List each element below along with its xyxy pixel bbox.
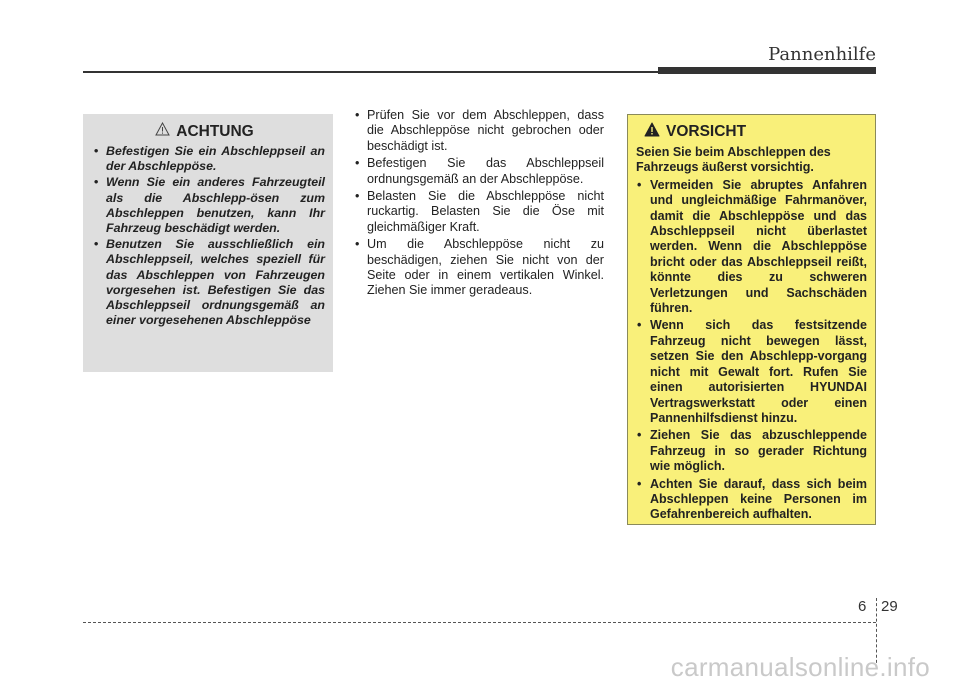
chapter-number: 6 bbox=[858, 598, 867, 615]
instruction-item: • Befestigen Sie das Abschleppseil ordnungsgemäß an der Abschleppöse. bbox=[352, 156, 604, 187]
achtung-item: • Wenn Sie ein anderes Fahrzeugteil als die Abschlepp-ösen zum Abschleppen benutzen, kann Ihr Fahrzeug beschädigt werden. bbox=[92, 175, 325, 236]
header-rule-accent bbox=[658, 67, 876, 74]
warning-outline-icon bbox=[155, 122, 170, 141]
instruction-item: • Prüfen Sie vor dem Abschleppen, dass die Abschleppöse nicht gebrochen oder beschädigt ist. bbox=[352, 108, 604, 154]
vorsicht-item: • Ziehen Sie das abzuschleppende Fahrzeug in so gerader Richtung wie möglich. bbox=[636, 428, 867, 474]
vorsicht-item: • Vermeiden Sie abruptes Anfahren und ungleichmäßige Fahrmanöver, damit die Abschleppöse und das Abschleppseil nicht überlastet werden. Wenn die Abschleppöse bricht oder das Abschleppseil reißt, könnte dies zu schweren Verletzungen und Sachschäden führen. bbox=[636, 178, 867, 317]
vorsicht-box bbox=[627, 114, 876, 525]
achtung-heading-text: ACHTUNG bbox=[176, 122, 254, 140]
vorsicht-item: • Achten Sie darauf, dass sich beim Abschleppen keine Personen im Gefahrenbereich aufhalten. bbox=[636, 477, 867, 523]
vorsicht-intro: Seien Sie beim Abschleppen des Fahrzeugs äußerst vorsichtig. bbox=[636, 145, 831, 175]
instruction-item: • Um die Abschleppöse nicht zu beschädigen, ziehen Sie nicht von der Seite oder in einem vertikalen Winkel. Ziehen Sie immer geradeaus. bbox=[352, 237, 604, 299]
warning-filled-icon bbox=[644, 122, 660, 142]
instruction-item: • Belasten Sie die Abschleppöse nicht ruckartig. Belasten Sie die Öse mit gleichmäßiger Kraft. bbox=[352, 189, 604, 235]
vorsicht-list bbox=[636, 178, 867, 523]
vorsicht-heading bbox=[636, 122, 867, 142]
achtung-item: • Befestigen Sie ein Abschleppseil an der Abschleppöse. bbox=[92, 144, 325, 174]
achtung-box bbox=[83, 114, 333, 372]
vorsicht-item: • Wenn sich das festsitzende Fahrzeug nicht bewegen lässt, setzen Sie den Abschlepp-vorgang nicht mit Gewalt fort. Rufen Sie einen autorisierten HYUNDAI Vertragswerkstatt oder einen Pannenhilfsdienst hinzu. bbox=[636, 318, 867, 426]
header-rule bbox=[83, 71, 661, 73]
achtung-item: • Benutzen Sie ausschließlich ein Abschleppseil, welches speziell für das Abschleppen von Fahrzeugen vorgesehen ist. Befestigen Sie das Abschleppseil ordnungsgemäß an einer vorgesehenen Abschleppöse bbox=[92, 237, 325, 328]
watermark: carmanualsonline.info bbox=[670, 652, 930, 682]
vorsicht-heading-text: VORSICHT bbox=[666, 123, 747, 140]
section-title: Pannenhilfe bbox=[768, 44, 876, 65]
footer-rule bbox=[83, 622, 876, 623]
achtung-heading bbox=[84, 122, 325, 141]
instructions-list bbox=[352, 108, 604, 299]
instructions-column bbox=[352, 108, 604, 301]
achtung-list bbox=[92, 144, 325, 328]
page-number: 29 bbox=[881, 598, 898, 615]
